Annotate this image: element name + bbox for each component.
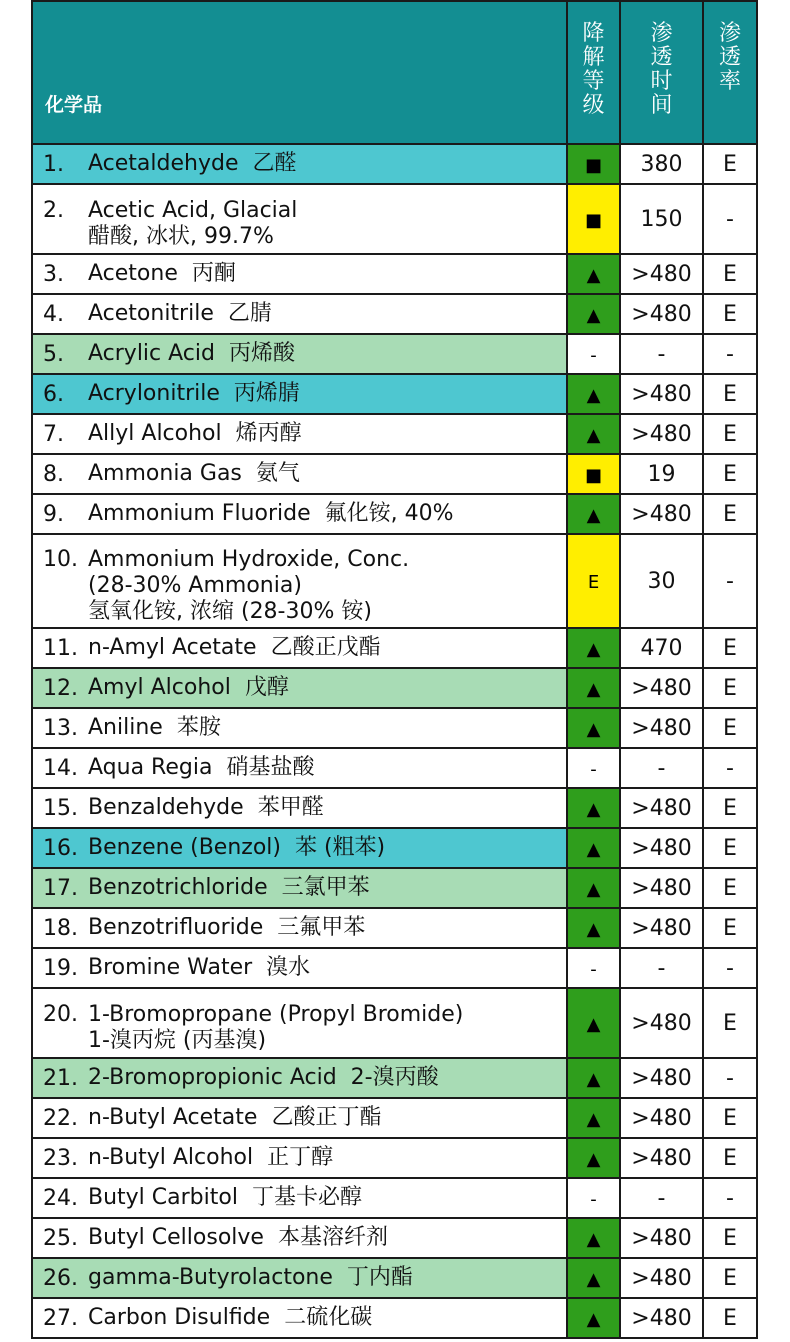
chemical-name-en: Ammonium Fluoride: [88, 501, 311, 526]
chemical-name-cn: 氨气: [255, 461, 300, 486]
chemical-name: [88, 261, 566, 287]
chemical-name: [88, 301, 566, 327]
row-number: 8.: [43, 461, 64, 487]
chemical-name-cn: 戊醇: [244, 675, 289, 700]
chemical-name-en: Benzene (Benzol): [88, 835, 281, 860]
chemical-name: [88, 151, 566, 177]
cell-permeation-rate: -: [703, 1058, 757, 1098]
chemical-name-cn: 丙烯酸: [228, 341, 295, 366]
cell-breakthrough-time: >480: [620, 1218, 703, 1258]
degradation-symbol: -: [590, 1188, 597, 1210]
chemical-name-line: 1-溴丙烷 (丙基溴): [88, 1028, 267, 1053]
cell-permeation-rate: E: [703, 1298, 757, 1338]
cell-chemical: [32, 708, 567, 748]
cell-breakthrough-time: >480: [620, 988, 703, 1058]
cell-chemical: [32, 1058, 567, 1098]
chemical-name-en: Bromine Water: [88, 955, 253, 980]
cell-breakthrough-time: -: [620, 334, 703, 374]
chemical-name-en: Butyl Carbitol: [88, 1185, 238, 1210]
cell-breakthrough-time: >480: [620, 668, 703, 708]
chemical-name-en: Amyl Alcohol: [88, 675, 231, 700]
degradation-symbol: -: [590, 344, 597, 366]
cell-chemical: [32, 494, 567, 534]
cell-chemical: [32, 788, 567, 828]
cell-permeation-rate: E: [703, 708, 757, 748]
cell-permeation-rate: -: [703, 748, 757, 788]
cell-breakthrough-time: >480: [620, 788, 703, 828]
chemical-name-cn: 乙酸正戊酯: [270, 635, 381, 660]
degradation-symbol: ■: [584, 154, 602, 176]
chemical-name-cn: 苯 (粗苯): [294, 835, 386, 860]
header-char: 透: [650, 45, 673, 70]
cell-degradation: [567, 1218, 620, 1258]
chemical-name-line: (28-30% Ammonia): [88, 573, 302, 598]
cell-degradation: [567, 668, 620, 708]
cell-permeation-rate: -: [703, 1178, 757, 1218]
table-row: [32, 668, 757, 708]
cell-permeation-rate: E: [703, 1138, 757, 1178]
header-char: 降: [582, 21, 605, 46]
chemical-name: [88, 1145, 566, 1171]
chemical-name-cn: 苯胺: [176, 715, 221, 740]
chemical-name: [88, 635, 566, 661]
cell-degradation: [567, 184, 620, 254]
cell-degradation: [567, 708, 620, 748]
row-number: 27.: [43, 1305, 78, 1331]
degradation-symbol: ▲: [586, 1108, 601, 1130]
cell-breakthrough-time: >480: [620, 908, 703, 948]
cell-breakthrough-time: >480: [620, 374, 703, 414]
cell-chemical: [32, 628, 567, 668]
cell-permeation-rate: E: [703, 1258, 757, 1298]
chemical-name-en: Carbon Disulfide: [88, 1305, 271, 1330]
table-row: [32, 414, 757, 454]
chemical-name-cn: 本基溶纤剂: [277, 1225, 388, 1250]
row-number: 25.: [43, 1225, 78, 1251]
table-header-row: [32, 1, 757, 144]
table-row: [32, 144, 757, 184]
chemical-name-cn: 溴水: [266, 955, 311, 980]
cell-permeation-rate: E: [703, 374, 757, 414]
row-number: 1.: [43, 151, 64, 177]
chemical-name-en: Benzaldehyde: [88, 795, 244, 820]
degradation-symbol: ▲: [586, 1148, 601, 1170]
chemical-name-cn: 丙酮: [191, 261, 236, 286]
chemical-name-line: 1-Bromopropane (Propyl Bromide): [88, 1002, 464, 1027]
cell-chemical: [32, 1098, 567, 1138]
cell-permeation-rate: E: [703, 414, 757, 454]
cell-chemical: [32, 184, 567, 254]
cell-chemical: [32, 748, 567, 788]
cell-degradation: [567, 828, 620, 868]
header-char: 渗: [650, 21, 673, 46]
chemical-name: [88, 1305, 566, 1331]
chemical-name: [88, 875, 566, 901]
chemical-name-cn: 三氟甲苯: [277, 915, 366, 940]
cell-degradation: [567, 868, 620, 908]
cell-chemical: [32, 374, 567, 414]
row-number: 19.: [43, 955, 78, 981]
table-row: [32, 1258, 757, 1298]
row-number: 23.: [43, 1145, 78, 1171]
chemical-name-line: 醋酸, 冰状, 99.7%: [88, 224, 274, 249]
chemical-name-cn: 丁内酯: [346, 1265, 413, 1290]
degradation-symbol: ▲: [586, 304, 601, 326]
chemical-name-cn: 2-溴丙酸: [350, 1065, 439, 1090]
chemical-name: [88, 501, 566, 527]
cell-breakthrough-time: >480: [620, 868, 703, 908]
table-row: [32, 494, 757, 534]
table-body: [32, 144, 757, 1338]
table-row: [32, 908, 757, 948]
cell-degradation: [567, 1258, 620, 1298]
row-number: 15.: [43, 795, 78, 821]
chemical-name-cn: 正丁醇: [267, 1145, 334, 1170]
cell-permeation-rate: -: [703, 948, 757, 988]
degradation-symbol: ▲: [586, 1268, 601, 1290]
chemical-name-cn: 三氯甲苯: [281, 875, 370, 900]
chemical-name-en: Aniline: [88, 715, 163, 740]
chemical-resistance-table-wrapper: [31, 0, 756, 1339]
table-row: [32, 1178, 757, 1218]
chemical-name: [88, 1105, 566, 1131]
cell-chemical: [32, 334, 567, 374]
cell-chemical: [32, 668, 567, 708]
row-number: 2.: [43, 198, 64, 223]
degradation-symbol: ▲: [586, 1228, 601, 1250]
chemical-name-en: 2-Bromopropionic Acid: [88, 1065, 337, 1090]
chemical-name: [88, 421, 566, 447]
table-row: [32, 628, 757, 668]
cell-permeation-rate: -: [703, 334, 757, 374]
cell-chemical: [32, 254, 567, 294]
cell-permeation-rate: E: [703, 454, 757, 494]
chemical-name-cn: 丁基卡必醇: [251, 1185, 362, 1210]
chemical-name-en: n-Amyl Acetate: [88, 635, 257, 660]
cell-degradation: [567, 1058, 620, 1098]
chemical-name-line: 氢氧化铵, 浓缩 (28-30% 铵): [88, 599, 372, 624]
chemical-resistance-table: [31, 0, 758, 1339]
header-char: 时: [650, 69, 673, 94]
cell-degradation: [567, 254, 620, 294]
chemical-name-cn: 二硫化碳: [284, 1305, 373, 1330]
cell-permeation-rate: E: [703, 1098, 757, 1138]
chemical-name: [88, 1185, 566, 1211]
cell-degradation: [567, 628, 620, 668]
chemical-name: [88, 1065, 566, 1091]
cell-chemical: [32, 948, 567, 988]
degradation-symbol: ▲: [586, 504, 601, 526]
cell-chemical: [32, 908, 567, 948]
cell-permeation-rate: E: [703, 294, 757, 334]
cell-permeation-rate: E: [703, 144, 757, 184]
cell-breakthrough-time: >480: [620, 1298, 703, 1338]
chemical-name: [88, 835, 566, 861]
chemical-name: [88, 795, 566, 821]
header-chemical: 化学品: [32, 1, 567, 144]
chemical-name-en: Acrylonitrile: [88, 381, 220, 406]
table-row: [32, 1098, 757, 1138]
row-number: 20.: [43, 1002, 78, 1027]
cell-breakthrough-time: 30: [620, 534, 703, 628]
degradation-symbol: ■: [584, 209, 602, 231]
header-degradation: [567, 1, 620, 144]
chemical-name-en: Benzotrifluoride: [88, 915, 264, 940]
cell-chemical: [32, 414, 567, 454]
table-row: [32, 184, 757, 254]
chemical-name-en: Allyl Alcohol: [88, 421, 222, 446]
table-row: [32, 334, 757, 374]
cell-permeation-rate: E: [703, 828, 757, 868]
chemical-name: [88, 198, 566, 250]
cell-degradation: [567, 1298, 620, 1338]
degradation-symbol: ▲: [586, 678, 601, 700]
cell-chemical: [32, 828, 567, 868]
chemical-name-en: Acetone: [88, 261, 178, 286]
cell-permeation-rate: -: [703, 184, 757, 254]
chemical-name-cn: 烯丙醇: [235, 421, 302, 446]
cell-permeation-rate: E: [703, 788, 757, 828]
degradation-symbol: ▲: [586, 838, 601, 860]
row-number: 22.: [43, 1105, 78, 1131]
cell-degradation: [567, 494, 620, 534]
row-number: 3.: [43, 261, 64, 287]
cell-degradation: [567, 1138, 620, 1178]
cell-chemical: [32, 1298, 567, 1338]
cell-degradation: [567, 144, 620, 184]
chemical-name-en: Acetaldehyde: [88, 151, 239, 176]
cell-breakthrough-time: >480: [620, 1058, 703, 1098]
cell-degradation: [567, 1178, 620, 1218]
chemical-name-en: n-Butyl Alcohol: [88, 1145, 254, 1170]
degradation-symbol: ▲: [586, 424, 601, 446]
table-row: [32, 294, 757, 334]
degradation-symbol: ▲: [586, 1068, 601, 1090]
chemical-name: [88, 547, 566, 625]
cell-breakthrough-time: >480: [620, 294, 703, 334]
row-number: 21.: [43, 1065, 78, 1091]
degradation-symbol: ▲: [586, 638, 601, 660]
cell-permeation-rate: -: [703, 534, 757, 628]
chemical-name: [88, 461, 566, 487]
chemical-name: [88, 1265, 566, 1291]
chemical-name: [88, 341, 566, 367]
cell-degradation: [567, 988, 620, 1058]
header-char: 解: [582, 45, 605, 70]
row-number: 11.: [43, 635, 78, 661]
header-char: 渗: [718, 21, 741, 46]
cell-degradation: [567, 294, 620, 334]
cell-chemical: [32, 534, 567, 628]
chemical-name-en: Benzotrichloride: [88, 875, 268, 900]
degradation-symbol: ▲: [586, 878, 601, 900]
cell-breakthrough-time: -: [620, 748, 703, 788]
table-row: [32, 1138, 757, 1178]
cell-degradation: [567, 788, 620, 828]
table-row: [32, 534, 757, 628]
cell-permeation-rate: E: [703, 1218, 757, 1258]
chemical-name-cn: 丙烯腈: [233, 381, 300, 406]
cell-chemical: [32, 1178, 567, 1218]
row-number: 10.: [43, 547, 78, 572]
cell-breakthrough-time: 470: [620, 628, 703, 668]
table-row: [32, 1058, 757, 1098]
degradation-symbol: -: [590, 958, 597, 980]
header-char: 透: [718, 45, 741, 70]
row-number: 4.: [43, 301, 64, 327]
row-number: 6.: [43, 381, 64, 407]
table-row: [32, 708, 757, 748]
table-row: [32, 788, 757, 828]
chemical-name-en: gamma-Butyrolactone: [88, 1265, 333, 1290]
cell-breakthrough-time: >480: [620, 1258, 703, 1298]
cell-breakthrough-time: >480: [620, 494, 703, 534]
chemical-name: [88, 915, 566, 941]
cell-breakthrough-time: -: [620, 1178, 703, 1218]
chemical-name: [88, 1225, 566, 1251]
header-permeation-rate: [703, 1, 757, 144]
chemical-name: [88, 755, 566, 781]
cell-breakthrough-time: >480: [620, 254, 703, 294]
chemical-name-cn: 乙酸正丁酯: [271, 1105, 382, 1130]
cell-breakthrough-time: 19: [620, 454, 703, 494]
table-row: [32, 868, 757, 908]
cell-degradation: [567, 454, 620, 494]
chemical-name-en: Acrylic Acid: [88, 341, 215, 366]
degradation-symbol: ▲: [586, 1308, 601, 1330]
cell-chemical: [32, 1258, 567, 1298]
cell-degradation: [567, 908, 620, 948]
table-row: [32, 828, 757, 868]
cell-chemical: [32, 868, 567, 908]
cell-degradation: [567, 948, 620, 988]
degradation-symbol: ■: [584, 464, 602, 486]
cell-chemical: [32, 1138, 567, 1178]
header-char: 级: [582, 93, 605, 118]
chemical-name-en: n-Butyl Acetate: [88, 1105, 258, 1130]
cell-permeation-rate: E: [703, 868, 757, 908]
cell-chemical: [32, 988, 567, 1058]
table-row: [32, 1298, 757, 1338]
chemical-name: [88, 381, 566, 407]
degradation-symbol: E: [587, 571, 600, 593]
cell-degradation: [567, 334, 620, 374]
chemical-name-cn: 乙醛: [252, 151, 297, 176]
chemical-name-cn: 苯甲醛: [257, 795, 324, 820]
row-number: 24.: [43, 1185, 78, 1211]
cell-breakthrough-time: >480: [620, 414, 703, 454]
degradation-symbol: ▲: [586, 264, 601, 286]
table-row: [32, 254, 757, 294]
degradation-symbol: ▲: [586, 1013, 601, 1035]
header-char: 等: [582, 69, 605, 94]
cell-breakthrough-time: -: [620, 948, 703, 988]
chemical-name-en: Ammonia Gas: [88, 461, 242, 486]
cell-degradation: [567, 534, 620, 628]
cell-permeation-rate: E: [703, 628, 757, 668]
cell-permeation-rate: E: [703, 494, 757, 534]
cell-breakthrough-time: >480: [620, 708, 703, 748]
cell-chemical: [32, 294, 567, 334]
table-row: [32, 948, 757, 988]
degradation-symbol: ▲: [586, 918, 601, 940]
cell-degradation: [567, 414, 620, 454]
degradation-symbol: ▲: [586, 798, 601, 820]
table-row: [32, 454, 757, 494]
table-row: [32, 1218, 757, 1258]
cell-chemical: [32, 454, 567, 494]
degradation-symbol: -: [590, 758, 597, 780]
row-number: 26.: [43, 1265, 78, 1291]
row-number: 5.: [43, 341, 64, 367]
chemical-name-en: Butyl Cellosolve: [88, 1225, 264, 1250]
row-number: 13.: [43, 715, 78, 741]
chemical-name-cn: 氟化铵, 40%: [324, 501, 454, 526]
table-row: [32, 988, 757, 1058]
cell-permeation-rate: E: [703, 988, 757, 1058]
row-number: 14.: [43, 755, 78, 781]
chemical-name: [88, 715, 566, 741]
table-row: [32, 748, 757, 788]
cell-degradation: [567, 374, 620, 414]
row-number: 18.: [43, 915, 78, 941]
cell-chemical: [32, 144, 567, 184]
row-number: 16.: [43, 835, 78, 861]
table-row: [32, 374, 757, 414]
row-number: 12.: [43, 675, 78, 701]
cell-chemical: [32, 1218, 567, 1258]
chemical-name-cn: 硝基盐酸: [226, 755, 315, 780]
chemical-name: [88, 1002, 566, 1054]
cell-degradation: [567, 1098, 620, 1138]
chemical-name-en: Acetonitrile: [88, 301, 214, 326]
chemical-name: [88, 675, 566, 701]
cell-breakthrough-time: >480: [620, 828, 703, 868]
header-char: 间: [650, 93, 673, 118]
degradation-symbol: ▲: [586, 384, 601, 406]
chemical-name-line: Ammonium Hydroxide, Conc.: [88, 547, 410, 572]
header-char: 率: [718, 69, 741, 94]
cell-degradation: [567, 748, 620, 788]
cell-permeation-rate: E: [703, 668, 757, 708]
cell-breakthrough-time: 380: [620, 144, 703, 184]
cell-permeation-rate: E: [703, 254, 757, 294]
chemical-name: [88, 955, 566, 981]
row-number: 7.: [43, 421, 64, 447]
cell-breakthrough-time: >480: [620, 1138, 703, 1178]
row-number: 9.: [43, 501, 64, 527]
chemical-name-line: Acetic Acid, Glacial: [88, 198, 298, 223]
chemical-name-en: Aqua Regia: [88, 755, 213, 780]
chemical-name-cn: 乙腈: [227, 301, 272, 326]
degradation-symbol: ▲: [586, 718, 601, 740]
cell-permeation-rate: E: [703, 908, 757, 948]
header-breakthrough-time: [620, 1, 703, 144]
row-number: 17.: [43, 875, 78, 901]
cell-breakthrough-time: >480: [620, 1098, 703, 1138]
cell-breakthrough-time: 150: [620, 184, 703, 254]
